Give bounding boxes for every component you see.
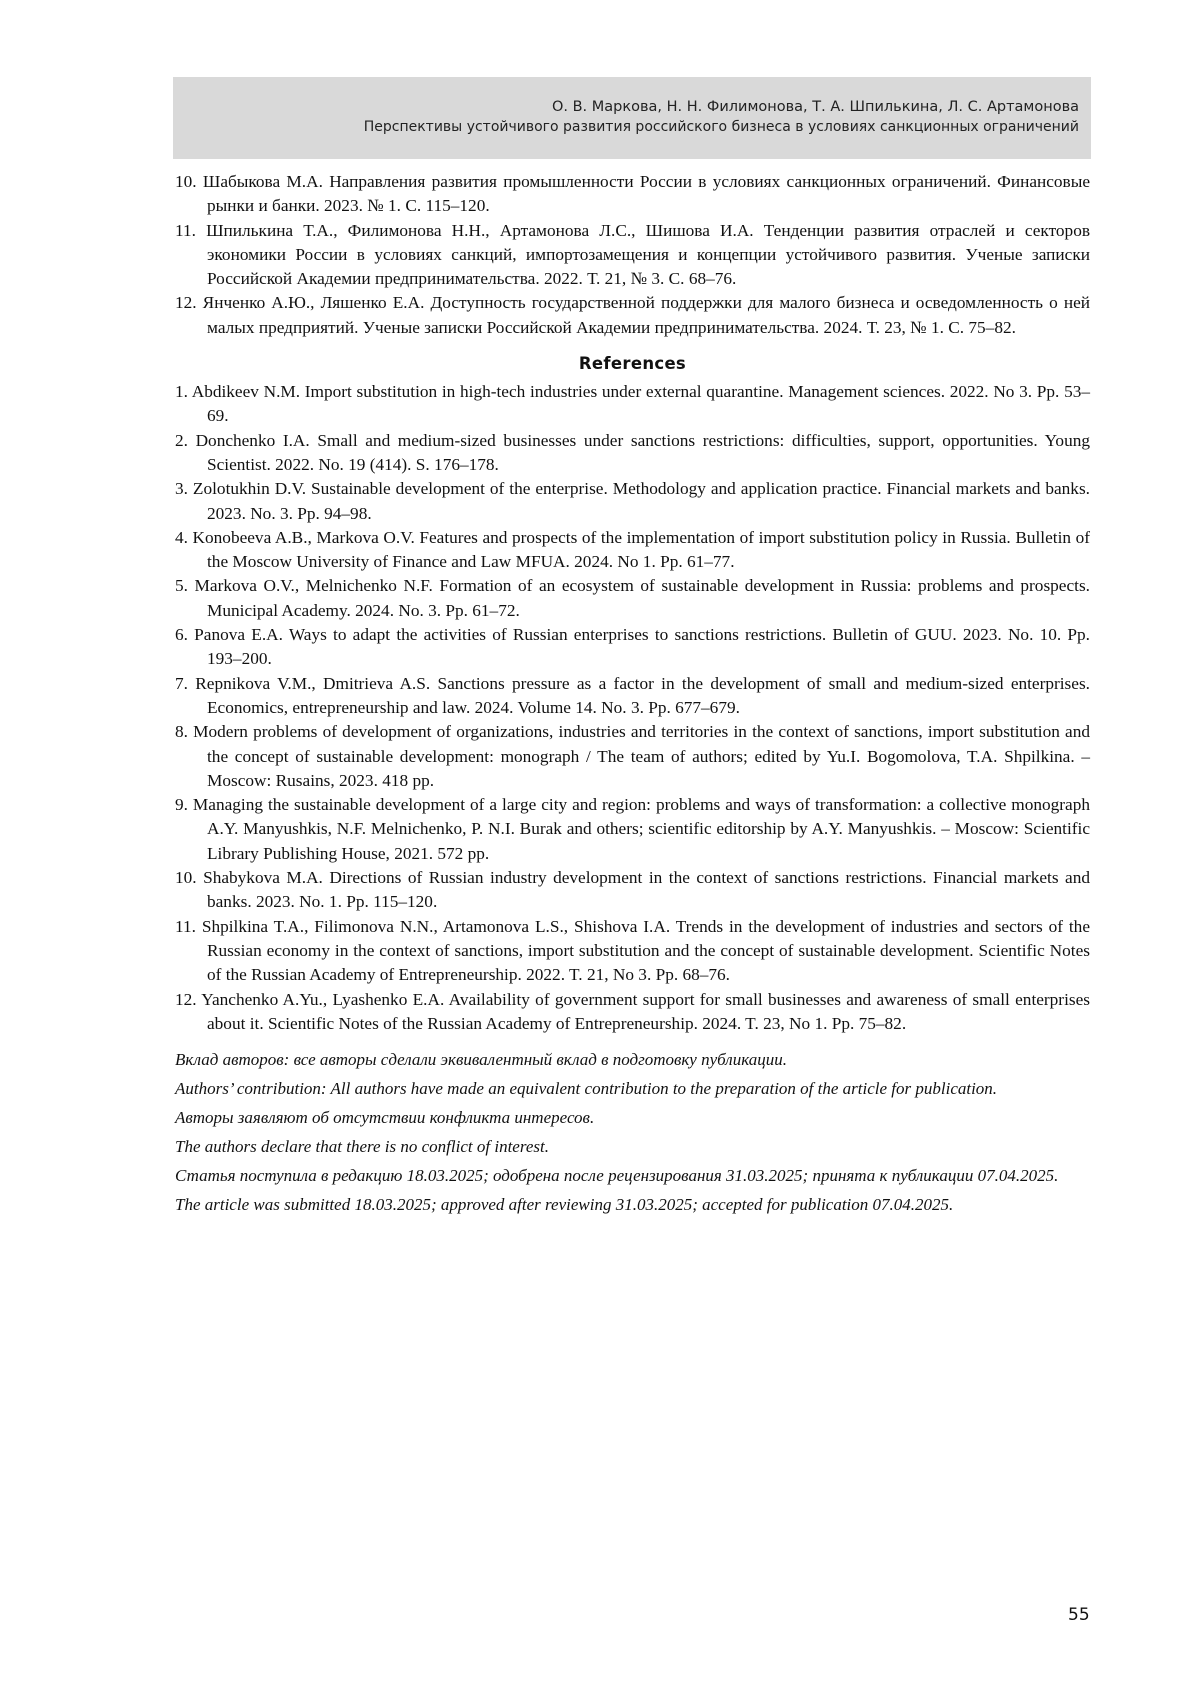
page-number: 55 bbox=[1068, 1605, 1090, 1625]
references-heading: References bbox=[175, 352, 1090, 376]
reference-item: 10. Shabykova M.A. Directions of Russian industry development in the context of sanctions restrictions. Financial markets and banks. 2023. No. 1. Pp. 115–120. bbox=[175, 866, 1090, 915]
reference-item: 3. Zolotukhin D.V. Sustainable development of the enterprise. Methodology and application practice. Financial markets and banks. 2023. No. 3. Pp. 94–98. bbox=[175, 477, 1090, 526]
reference-item: 5. Markova O.V., Melnichenko N.F. Formation of an ecosystem of sustainable development in Russia: problems and prospects. Municipal Academy. 2024. No. 3. Pp. 61–72. bbox=[175, 574, 1090, 623]
dates-ru: Статья поступила в редакцию 18.03.2025; одобрена после рецензирования 31.03.2025; принята к публикации 07.04.2025. bbox=[175, 1164, 1090, 1187]
conflict-ru: Авторы заявляют об отсутствии конфликта интересов. bbox=[175, 1106, 1090, 1129]
reference-item: 11. Шпилькина Т.А., Филимонова Н.Н., Артамонова Л.С., Шишова И.А. Тенденции развития отраслей и секторов экономики России в условиях санкций, импортозамещения и концепции устойчивого развития. Ученые записки Российской Академии предпринимательства. 2022. Т. 21, № 3. С. 68–76. bbox=[175, 219, 1090, 292]
reference-item: 10. Шабыкова М.А. Направления развития промышленности России в условиях санкционных ограничений. Финансовые рынки и банки. 2023. № 1. С. 115–120. bbox=[175, 170, 1090, 219]
reference-item: 2. Donchenko I.A. Small and medium-sized businesses under sanctions restrictions: difficulties, support, opportunities. Young Scientist. 2022. No. 19 (414). S. 176–178. bbox=[175, 429, 1090, 478]
reference-item: 6. Panova E.A. Ways to adapt the activities of Russian enterprises to sanctions restrictions. Bulletin of GUU. 2023. No. 10. Pp. 193–200. bbox=[175, 623, 1090, 672]
contribution-en: Authors’ contribution: All authors have made an equivalent contribution to the preparation of the article for publication. bbox=[175, 1077, 1090, 1100]
reference-item: 8. Modern problems of development of organizations, industries and territories in the context of sanctions, import substitution and the concept of sustainable development: monograph / The team of authors; edited by Yu.I. Bogomolova, T.A. Shpilkina. – Moscow: Rusains, 2023. 418 pp. bbox=[175, 720, 1090, 793]
english-reference-list bbox=[175, 380, 1090, 1036]
dates-en: The article was submitted 18.03.2025; approved after reviewing 31.03.2025; accepted for publication 07.04.2025. bbox=[175, 1193, 1090, 1216]
conflict-en: The authors declare that there is no conflict of interest. bbox=[175, 1135, 1090, 1158]
header-article-title: Перспективы устойчивого развития российского бизнеса в условиях санкционных ограничений bbox=[173, 117, 1079, 138]
header-authors: О. В. Маркова, Н. Н. Филимонова, Т. А. Шпилькина, Л. С. Артамонова bbox=[173, 97, 1079, 117]
article-notes bbox=[175, 1048, 1090, 1216]
reference-item: 11. Shpilkina T.A., Filimonova N.N., Artamonova L.S., Shishova I.A. Trends in the development of industries and sectors of the Russian economy in the context of sanctions, import substitution and the concept of sustainable development. Scientific Notes of the Russian Academy of Entrepreneurship. 2022. T. 21, No 3. Pp. 68–76. bbox=[175, 915, 1090, 988]
contribution-ru: Вклад авторов: все авторы сделали эквивалентный вклад в подготовку публикации. bbox=[175, 1048, 1090, 1071]
reference-item: 12. Янченко А.Ю., Ляшенко Е.А. Доступность государственной поддержки для малого бизнеса и осведомленность о ней малых предприятий. Ученые записки Российской Академии предпринимательства. 2024. Т. 23, № 1. С. 75–82. bbox=[175, 291, 1090, 340]
page-content bbox=[175, 170, 1090, 1222]
reference-item: 7. Repnikova V.M., Dmitrieva A.S. Sanctions pressure as a factor in the development of small and medium-sized enterprises. Economics, entrepreneurship and law. 2024. Volume 14. No. 3. Pp. 677–679. bbox=[175, 672, 1090, 721]
reference-item: 12. Yanchenko A.Yu., Lyashenko E.A. Availability of government support for small businesses and awareness of small enterprises about it. Scientific Notes of the Russian Academy of Entrepreneurship. 2024. T. 23, No 1. Pp. 75–82. bbox=[175, 988, 1090, 1037]
reference-item: 9. Managing the sustainable development of a large city and region: problems and ways of transformation: a collective monograph A.Y. Manyushkis, N.F. Melnichenko, P. N.I. Burak and others; scientific editorship by A.Y. Manyushkis. – Moscow: Scientific Library Publishing House, 2021. 572 pp. bbox=[175, 793, 1090, 866]
reference-item: 4. Konobeeva A.B., Markova O.V. Features and prospects of the implementation of import substitution policy in Russia. Bulletin of the Moscow University of Finance and Law MFUA. 2024. No 1. Pp. 61–77. bbox=[175, 526, 1090, 575]
reference-item: 1. Abdikeev N.M. Import substitution in high-tech industries under external quarantine. Management sciences. 2022. No 3. Pp. 53–69. bbox=[175, 380, 1090, 429]
running-header bbox=[173, 77, 1091, 159]
russian-reference-list bbox=[175, 170, 1090, 340]
